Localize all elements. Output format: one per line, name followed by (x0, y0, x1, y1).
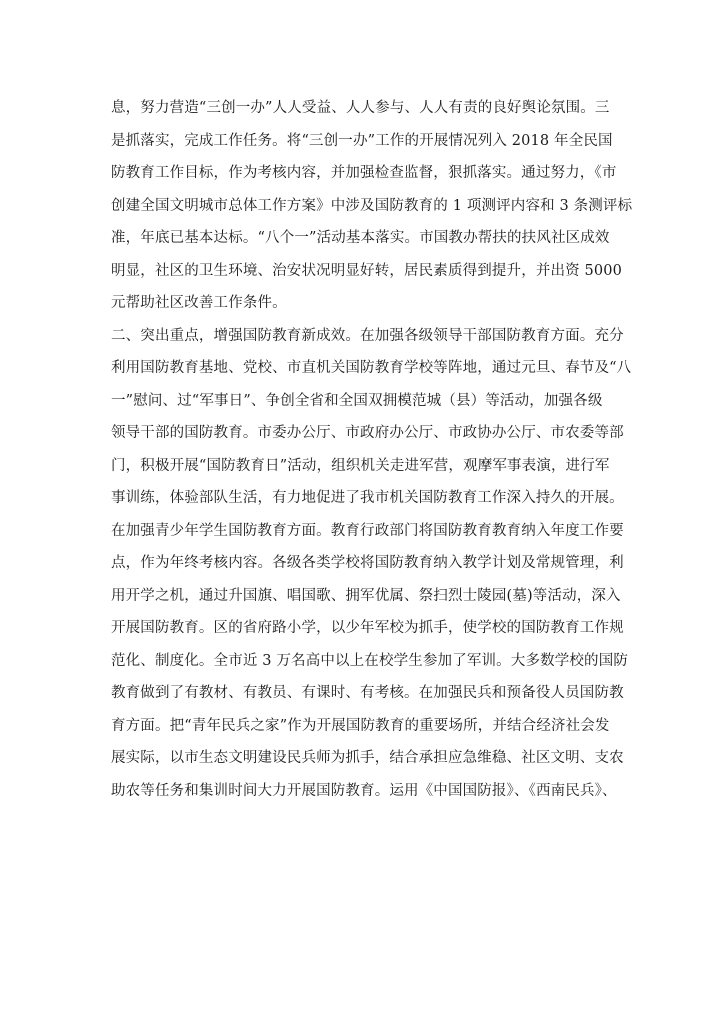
text-line: 利用国防教育基地、党校、市直机关国防教育学校等阵地，通过元旦、春节及“八 (111, 360, 632, 376)
text-line: 二、突出重点，增强国防教育新成效。在加强各级领导干部国防教育方面。充分 (111, 327, 624, 344)
text-line: 明显，社区的卫生环境、治安状况明显好转，居民素质得到提升，并出资 5000 (111, 262, 623, 279)
text-line: 展实际，以市生态文明建设民兵师为抓手，结合承担应急维稳、社区文明、支农 (111, 750, 624, 766)
text-line: 防教育工作目标，作为考核内容，并加强检查监督，狠抓落实。通过努力，《市 (111, 165, 617, 181)
text-line: 元帮助社区改善工作条件。 (111, 295, 287, 311)
text-line: 创建全国文明城市总体工作方案》中涉及国防教育的 1 项测评内容和 3 条测评标 (111, 197, 633, 214)
text-line: 门，积极开展“国防教育日”活动，组织机关走进军营，观摩军事表演，进行军 (111, 457, 610, 474)
text-line: 是抓落实，完成工作任务。将“三创一办”工作的开展情况列入 2018 年全民国 (111, 132, 613, 149)
text-line: 育方面。把“青年民兵之家”作为开展国防教育的重要场所，并结合经济社会发 (111, 717, 610, 734)
text-line: 助农等任务和集训时间大力开展国防教育。运用《中国国防报》、《西南民兵》、 (111, 782, 617, 799)
text-line: 教育做到了有教材、有教员、有课时、有考核。在加强民兵和预备役人员国防教 (111, 685, 624, 701)
text-line: 事训练，体验部队生活，有力地促进了我市机关国防教育工作深入持久的开展。 (111, 490, 624, 506)
text-line: 领导干部的国防教育。市委办公厅、市政府办公厅、市政协办公厅、市农委等部 (111, 425, 624, 441)
text-line: 点，作为年终考核内容。各级各类学校将国防教育纳入教学计划及常规管理，利 (111, 555, 624, 571)
text-line: 用开学之机，通过升国旗、唱国歌、拥军优属、祭扫烈士陵园(墓)等活动，深入 (111, 587, 621, 604)
text-line: 在加强青少年学生国防教育方面。教育行政部门将国防教育教育纳入年度工作要 (111, 522, 624, 539)
text-line: 息，努力营造“三创一办”人人受益、人人参与、人人有责的良好舆论氛围。三 (111, 100, 610, 116)
text-line: 一”慰问、过“军事日”、争创全省和全国双拥模范城（县）等活动，加强各级 (111, 392, 603, 409)
text-line: 范化、制度化。全市近 3 万名高中以上在校学生参加了军训。大多数学校的国防 (111, 652, 628, 669)
document-body (111, 92, 633, 807)
text-line: 开展国防教育。区的省府路小学，以少年军校为抓手，使学校的国防教育工作规 (111, 620, 624, 636)
text-line: 准，年底已基本达标。“八个一”活动基本落实。市国教办帮扶的扶风社区成效 (111, 230, 610, 246)
